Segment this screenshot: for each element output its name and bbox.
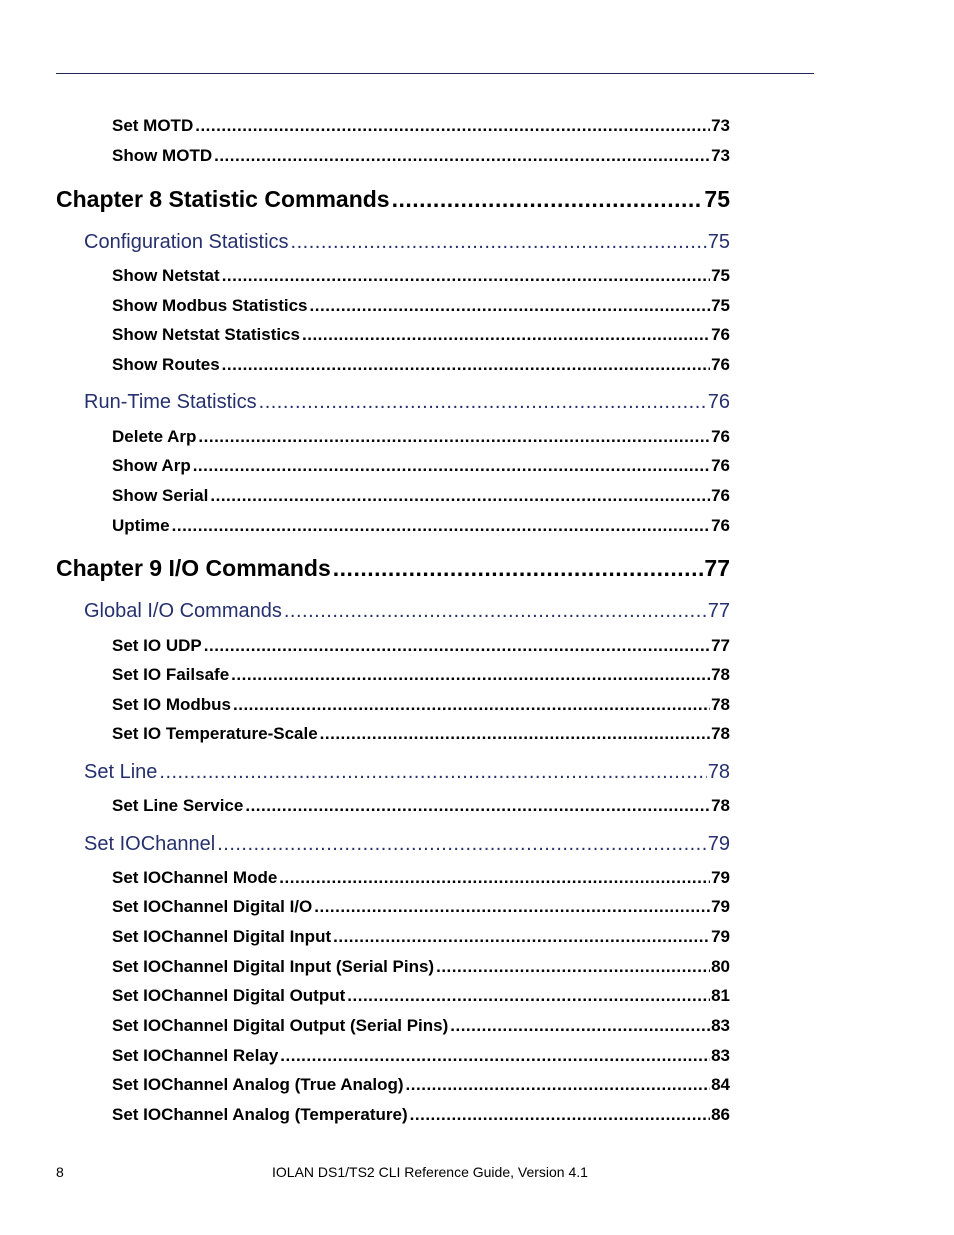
toc-entry-title: Set IOChannel Digital Output (112, 986, 346, 1005)
toc-item-entry[interactable] (112, 355, 730, 375)
toc-entry-page-number: 83 (711, 1016, 730, 1035)
toc-entry-page-number: 78 (711, 695, 730, 714)
toc-entry-page-number: 80 (711, 957, 730, 976)
dot-leader (436, 957, 710, 977)
toc-entry-title: Set IOChannel Mode (112, 868, 278, 887)
toc-entry-title: Set IOChannel Digital I/O (112, 897, 313, 916)
dot-leader (392, 186, 704, 213)
toc-entry-title: Set IOChannel Relay (112, 1046, 279, 1065)
toc-item-entry[interactable] (112, 325, 730, 345)
dot-leader (159, 761, 706, 784)
dot-leader (347, 986, 710, 1006)
toc-item-entry[interactable] (112, 427, 730, 447)
toc-entry-title: Set IOChannel (84, 833, 216, 855)
toc-entry-title: Set IO Modbus (112, 695, 231, 714)
toc-entry-title: Set IOChannel Digital Input (112, 927, 332, 946)
toc-entry-title: Set MOTD (112, 116, 194, 135)
toc-entry-page-number: 75 (704, 186, 730, 212)
dot-leader (222, 266, 710, 286)
toc-entry-page-number: 73 (711, 116, 730, 135)
toc-entry-page-number: 75 (707, 231, 730, 253)
footer-page-number: 8 (56, 1164, 64, 1180)
toc-section-entry[interactable] (84, 761, 730, 784)
toc-item-entry[interactable] (112, 486, 730, 506)
toc-item-entry[interactable] (112, 695, 730, 715)
dot-leader (217, 833, 707, 856)
toc-entry-title: Chapter 9 I/O Commands (56, 555, 331, 581)
toc-entry-title: Set IOChannel Digital Input (Serial Pins) (112, 957, 435, 976)
toc-entry-page-number: 76 (711, 325, 730, 344)
toc-item-entry[interactable] (112, 1016, 730, 1036)
toc-entry-title: Set Line (84, 761, 158, 783)
toc-entry-page-number: 73 (711, 146, 730, 165)
dot-leader (195, 116, 710, 136)
toc-entry-title: Uptime (112, 516, 170, 535)
toc-chapter-entry[interactable] (56, 555, 730, 582)
toc-entry-title: Chapter 8 Statistic Commands (56, 186, 390, 212)
toc-entry-title: Show Arp (112, 456, 191, 475)
toc-item-entry[interactable] (112, 146, 730, 166)
toc-entry-title: Set Line Service (112, 796, 244, 815)
toc-entry-title: Set IOChannel Analog (Temperature) (112, 1105, 408, 1124)
toc-entry-title: Show Netstat (112, 266, 220, 285)
toc-item-entry[interactable] (112, 456, 730, 476)
dot-leader (279, 868, 710, 888)
toc-entry-title: Set IO Temperature-Scale (112, 724, 318, 743)
toc-entry-title: Set IO Failsafe (112, 665, 230, 684)
toc-entry-title: Delete Arp (112, 427, 197, 446)
toc-entry-title: Global I/O Commands (84, 600, 282, 622)
dot-leader (193, 456, 710, 476)
dot-leader (310, 296, 711, 316)
toc-entry-title: Show Serial (112, 486, 209, 505)
toc-entry-title: Configuration Statistics (84, 231, 289, 253)
dot-leader (231, 665, 710, 685)
dot-leader (333, 555, 704, 582)
toc-entry-page-number: 75 (711, 266, 730, 285)
dot-leader (204, 636, 710, 656)
dot-leader (214, 146, 710, 166)
dot-leader (450, 1016, 710, 1036)
dot-leader (291, 231, 707, 254)
toc-entry-page-number: 79 (711, 927, 730, 946)
toc-entry-title: Set IOChannel Analog (True Analog) (112, 1075, 404, 1094)
toc-entry-title: Run-Time Statistics (84, 391, 257, 413)
toc-entry-title: Set IOChannel Digital Output (Serial Pins) (112, 1016, 449, 1035)
toc-item-entry[interactable] (112, 986, 730, 1006)
toc-item-entry[interactable] (112, 724, 730, 744)
toc-entry-page-number: 86 (711, 1105, 730, 1124)
toc-entry-page-number: 76 (711, 516, 730, 535)
toc-item-entry[interactable] (112, 957, 730, 977)
toc-item-entry[interactable] (112, 796, 730, 816)
dot-leader (233, 695, 710, 715)
toc-entry-page-number: 75 (711, 296, 730, 315)
toc-item-entry[interactable] (112, 636, 730, 656)
toc-entry-page-number: 84 (711, 1075, 730, 1094)
toc-item-entry[interactable] (112, 296, 730, 316)
toc-section-entry[interactable] (84, 833, 730, 856)
toc-entry-page-number: 77 (704, 555, 730, 581)
toc-entry-page-number: 78 (711, 665, 730, 684)
toc-entry-page-number: 81 (711, 986, 730, 1005)
toc-entry-page-number: 78 (711, 724, 730, 743)
toc-item-entry[interactable] (112, 927, 730, 947)
toc-entry-page-number: 76 (711, 486, 730, 505)
dot-leader (410, 1105, 710, 1125)
toc-entry-page-number: 76 (707, 391, 730, 413)
dot-leader (302, 325, 710, 345)
toc-entry-page-number: 79 (711, 897, 730, 916)
toc-entry-page-number: 76 (711, 456, 730, 475)
dot-leader (172, 516, 710, 536)
toc-item-entry[interactable] (112, 1075, 730, 1095)
toc-entry-page-number: 76 (711, 427, 730, 446)
toc-item-entry[interactable] (112, 516, 730, 536)
toc-entry-page-number: 77 (711, 636, 730, 655)
toc-section-entry[interactable] (84, 391, 730, 414)
toc-entry-title: Show Netstat Statistics (112, 325, 300, 344)
toc-section-entry[interactable] (84, 231, 730, 254)
dot-leader (280, 1046, 710, 1066)
toc-section-entry[interactable] (84, 600, 730, 623)
toc-item-entry[interactable] (112, 116, 730, 136)
dot-leader (333, 927, 710, 947)
toc-entry-page-number: 78 (707, 761, 730, 783)
toc-entry-page-number: 79 (711, 868, 730, 887)
toc-item-entry[interactable] (112, 665, 730, 685)
dot-leader (284, 600, 707, 623)
toc-item-entry[interactable] (112, 1105, 730, 1125)
dot-leader (259, 391, 707, 414)
toc-entry-page-number: 78 (711, 796, 730, 815)
dot-leader (222, 355, 710, 375)
dot-leader (320, 724, 710, 744)
toc-item-entry[interactable] (112, 266, 730, 286)
toc-entry-title: Show Routes (112, 355, 220, 374)
dot-leader (245, 796, 710, 816)
toc-entry-title: Show MOTD (112, 146, 213, 165)
dot-leader (198, 427, 710, 447)
dot-leader (314, 897, 710, 917)
footer-document-title: IOLAN DS1/TS2 CLI Reference Guide, Version 4.1 (272, 1164, 588, 1180)
toc-entry-title: Show Modbus Statistics (112, 296, 308, 315)
dot-leader (406, 1075, 711, 1095)
toc-entry-page-number: 79 (707, 833, 730, 855)
dot-leader (210, 486, 710, 506)
toc-chapter-entry[interactable] (56, 186, 730, 213)
toc-entry-title: Set IO UDP (112, 636, 202, 655)
toc-entry-page-number: 76 (711, 355, 730, 374)
toc-item-entry[interactable] (112, 868, 730, 888)
toc-item-entry[interactable] (112, 1046, 730, 1066)
toc-entry-page-number: 77 (707, 600, 730, 622)
toc-entry-page-number: 83 (711, 1046, 730, 1065)
toc-item-entry[interactable] (112, 897, 730, 917)
